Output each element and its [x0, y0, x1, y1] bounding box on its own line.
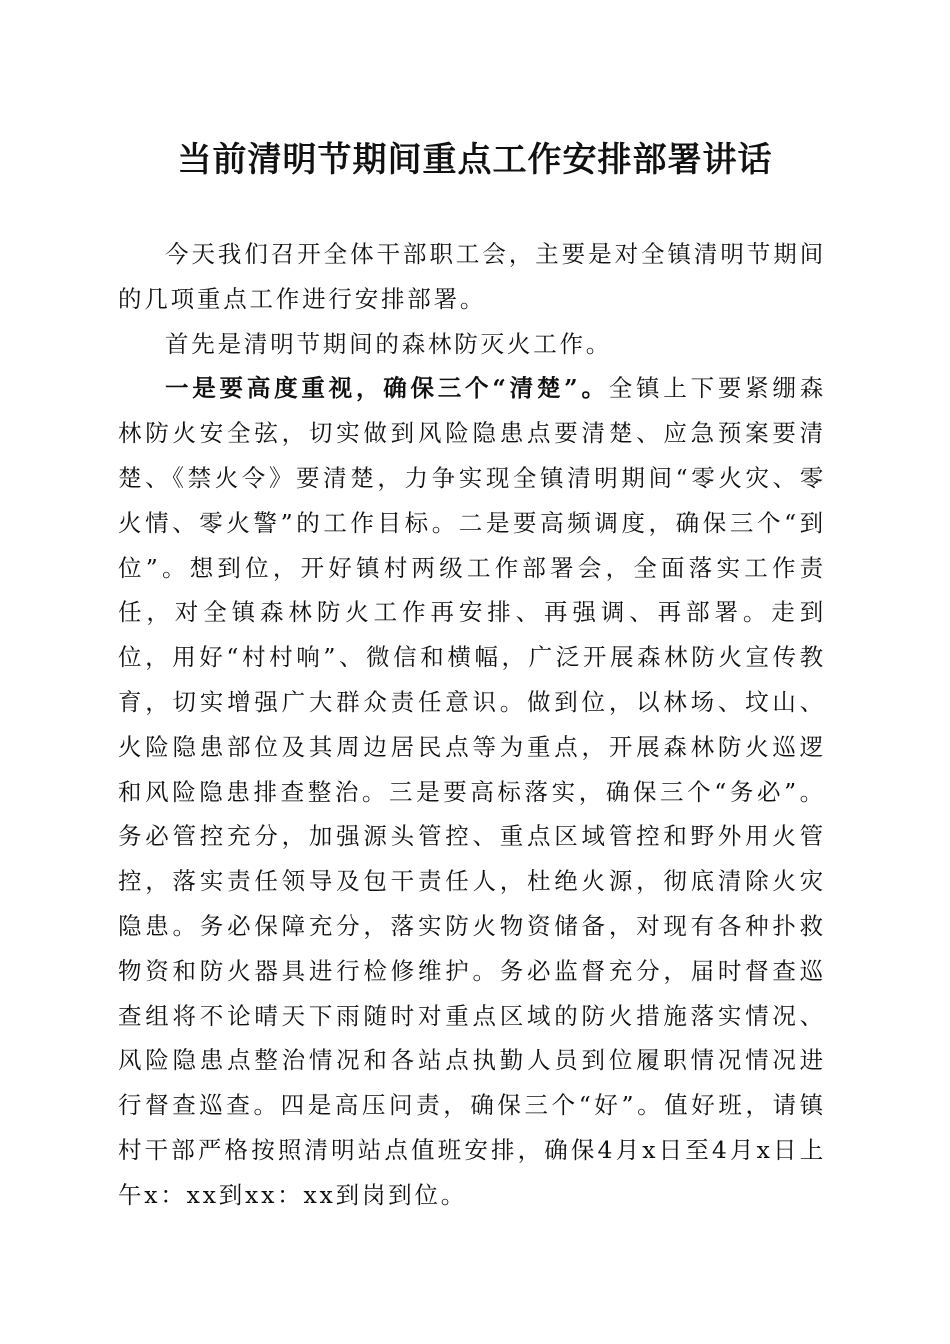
paragraph-text: 全镇上下要紧绷森林防火安全弦，切实做到风险隐患点要清楚、应急预案要清楚、《禁火令》要清楚，力争实现全镇清明期间“零火灾、零火情、零火警”的工作目标。二是要高频调度，确保三个“到位”。想到位，开好镇村两级工作部署会，全面落实工作责任，对全镇森林防火工作再安排、再强调、再部署。走到位，用好“村村响”、微信和横幅，广泛开展森林防火宣传教育，切实增强广大群众责任意识。做到位，以林场、坟山、火险隐患部位及其周边居民点等为重点，开展森林防火巡逻和风险隐患排查整治。三是要高标落实，确保三个“务必”。务必管控充分，加强源头管控、重点区域管控和野外用火管控，落实责任领导及包干责任人，杜绝火源，彻底清除火灾隐患。务必保障充分，落实防火物资储备，对现有各种扑救物资和防火器具进行检修维护。务必监督充分，届时督查巡查组将不论晴天下雨随时对重点区域的防火措施落实情况、风险隐患点整治情况和各站点执勤人员到位履职情况情况进行督查巡查。四是高压问责，确保三个“好”。值好班，请镇村干部严格按照清明站点值班安排，确保4月x日至4月x日上午x：xx到xx：xx到岗到位。 [118, 374, 826, 1209]
document-title: 当前清明节期间重点工作安排部署讲话 [177, 140, 773, 180]
paragraph-text: 首先是清明节期间的森林防灭火工作。 [165, 329, 613, 358]
paragraph-meeting-intro [118, 232, 826, 322]
paragraph-forest-fire-topic [118, 322, 826, 367]
paragraph-lead-heading: 一是要高度重视，确保三个“清楚”。 [165, 374, 609, 403]
paragraph-fire-prevention-details [118, 366, 826, 1217]
document-body [118, 232, 826, 1218]
paragraph-text: 今天我们召开全体干部职工会，主要是对全镇清明节期间的几项重点工作进行安排部署。 [118, 240, 826, 313]
